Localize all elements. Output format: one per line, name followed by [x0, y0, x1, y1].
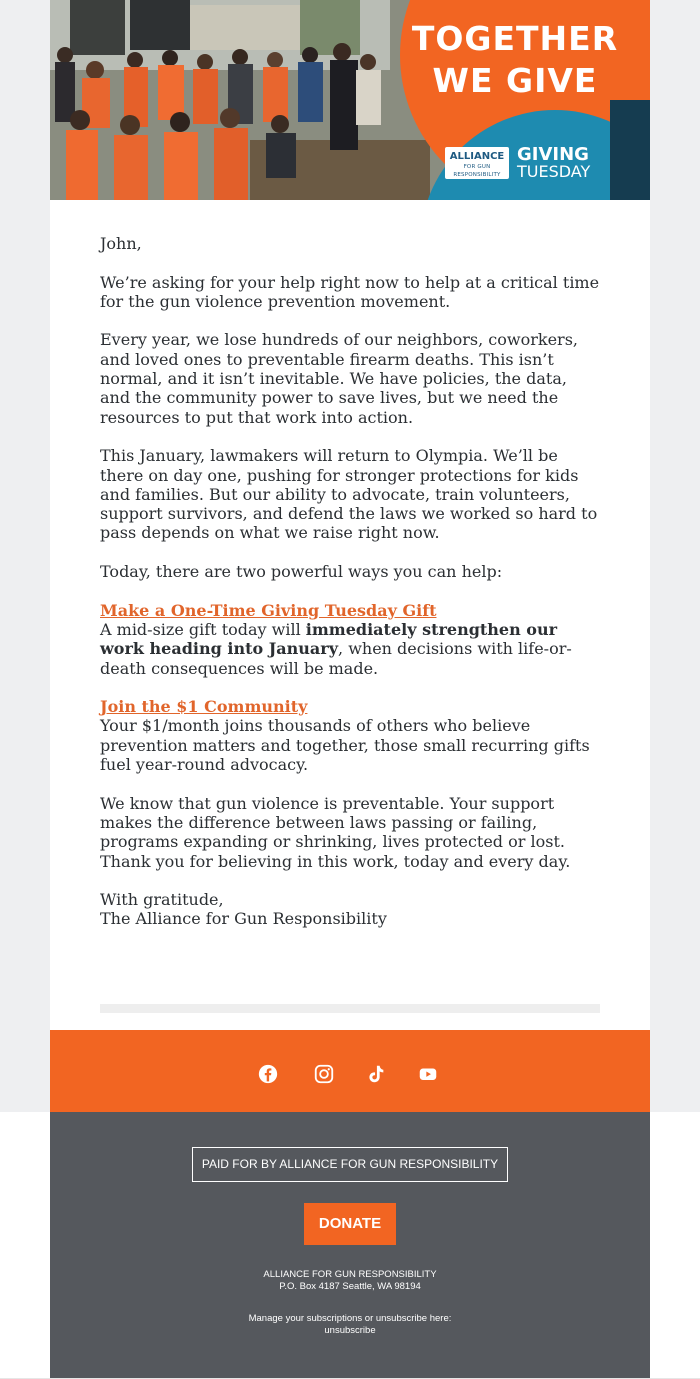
- dollar-community-text: Your $1/month joins thousands of others who believe prevention matters and together, those small recurring gifts fuel year-round advocacy.: [100, 716, 590, 775]
- hero-headline: [390, 18, 640, 102]
- logo-subtitle: FOR GUN RESPONSIBILITY: [453, 164, 501, 178]
- tiktok-icon[interactable]: [365, 1063, 387, 1085]
- signature: The Alliance for Gun Responsibility: [100, 909, 387, 929]
- manage-subscriptions: [50, 1313, 650, 1337]
- footer: [50, 1112, 650, 1378]
- one-time-gift-text-a: A mid-size gift today will: [100, 619, 306, 639]
- hero-headline-line2: WE GIVE: [432, 61, 598, 100]
- one-time-gift-text-b: , when decisions with life-or-death consequences will be made.: [100, 639, 572, 678]
- org-name: ALLIANCE FOR GUN RESPONSIBILITY: [263, 1269, 437, 1280]
- giving-tuesday-logo-giving: GIVING: [517, 144, 589, 165]
- unsubscribe-link[interactable]: unsubscribe: [324, 1325, 376, 1336]
- hero-banner: [50, 0, 650, 200]
- email-container: [50, 0, 650, 1379]
- dollar-community-link[interactable]: Join the $1 Community: [100, 697, 308, 717]
- closing: With gratitude,: [100, 890, 224, 910]
- giving-tuesday-logo-tuesday: TUESDAY: [517, 162, 591, 181]
- one-time-gift-link[interactable]: Make a One-Time Giving Tuesday Gift: [100, 600, 437, 620]
- logo-title: ALLIANCE: [449, 151, 505, 162]
- dollar-community-block: [100, 697, 600, 774]
- org-address-block: [50, 1269, 650, 1293]
- instagram-icon[interactable]: [313, 1063, 335, 1085]
- org-address: P.O. Box 4187 Seattle, WA 98194: [279, 1281, 421, 1292]
- alliance-logo: [445, 147, 509, 179]
- salutation: John,: [100, 234, 142, 253]
- paragraph-3: This January, lawmakers will return to Olympia. We’ll be there on day one, pushing for stronger protections for kids and families. But our ability to advocate, train volunteers, support survivors, and defend the laws we worked so hard to pass depends on what we raise right now.: [100, 446, 598, 543]
- manage-text: Manage your subscriptions or unsubscribe here:: [248, 1313, 452, 1324]
- paragraph-1: We’re asking for your help right now to help at a critical time for the gun violence prevention movement.: [100, 272, 600, 311]
- donate-button[interactable]: DONATE: [304, 1203, 396, 1245]
- paid-for-disclaimer: PAID FOR BY ALLIANCE FOR GUN RESPONSIBILITY: [192, 1147, 508, 1182]
- one-time-gift-block: [100, 601, 600, 678]
- hero-headline-line1: TOGETHER: [411, 19, 619, 58]
- youtube-icon[interactable]: [417, 1063, 439, 1085]
- sign-off: [100, 890, 600, 929]
- facebook-icon[interactable]: [257, 1063, 279, 1085]
- paragraph-4: Today, there are two powerful ways you can help:: [100, 562, 503, 582]
- social-band: [50, 1030, 650, 1112]
- paragraph-2: Every year, we lose hundreds of our neighbors, coworkers, and loved ones to preventable firearm deaths. This isn’t normal, and it isn’t inevitable. We have policies, the data, and the community power to save lives, but we need the resources to put that work into action.: [100, 330, 578, 427]
- one-time-gift-text-bold: immediately strengthen our work heading into January: [100, 619, 558, 659]
- divider: [100, 1004, 600, 1013]
- paragraph-5: We know that gun violence is preventable. Your support makes the difference between laws passing or failing, programs expanding or shrinking, lives protected or lost. Thank you for believing in this work, today and every day.: [100, 793, 571, 871]
- email-body: [100, 234, 600, 948]
